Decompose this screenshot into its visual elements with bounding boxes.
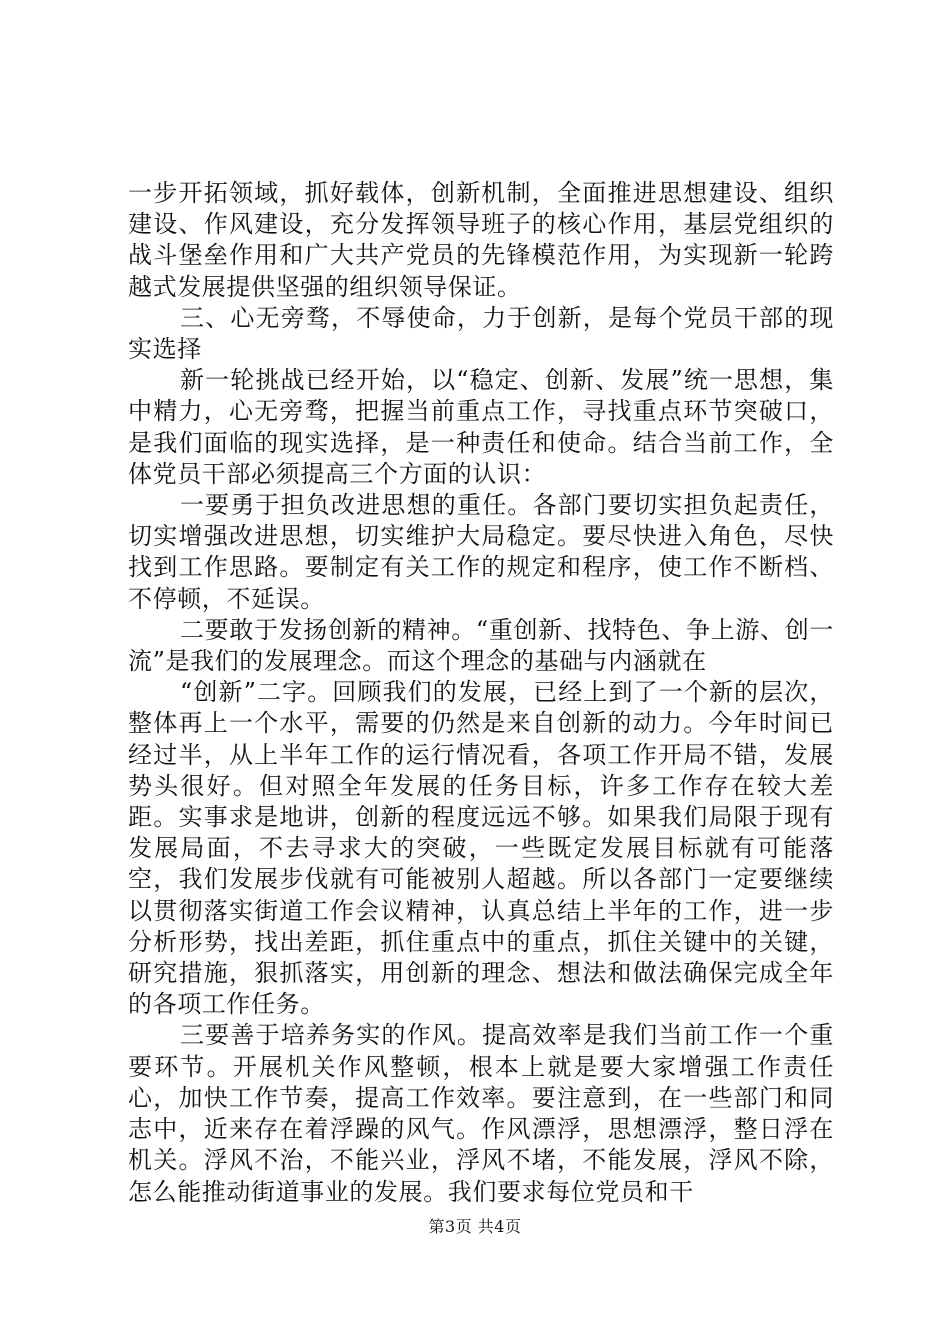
section-heading-3: 三、心无旁骛，不辱使命，力于创新，是每个党员干部的现实选择 xyxy=(128,303,834,364)
paragraph-5: “创新”二字。回顾我们的发展，已经上到了一个新的层次，整体再上一个水平，需要的仍然是来自创新的动力。今年时间已经过半，从上半年工作的运行情况看，各项工作开局不错，发展势头很好。但对照全年发展的任务目标，许多工作存在较大差距。实事求是地讲，创新的程度远远不够。如果我们局限于现有发展局面，不去寻求大的突破，一些既定发展目标就有可能落空，我们发展步伐就有可能被别人超越。所以各部门一定要继续以贯彻落实街道工作会议精神，认真总结上半年的工作，进一步分析形势，找出差距，抓住重点中的重点，抓住关键中的关键，研究措施，狠抓落实，用创新的理念、想法和做法确保完成全年的各项工作任务。 xyxy=(128,678,834,1019)
paragraph-4: 二要敢于发扬创新的精神。“重创新、找特色、争上游、创一流”是我们的发展理念。而这个理念的基础与内涵就在 xyxy=(128,615,834,676)
paragraph-3: 一要勇于担负改进思想的重任。各部门要切实担负起责任，切实增强改进思想，切实维护大局稳定。要尽快进入角色，尽快找到工作思路。要制定有关工作的规定和程序，使工作不断档、不停顿，不延误。 xyxy=(128,491,834,613)
document-body xyxy=(128,178,834,1208)
paragraph-2: 新一轮挑战已经开始，以“稳定、创新、发展”统一思想，集中精力，心无旁骛，把握当前重点工作，寻找重点环节突破口，是我们面临的现实选择，是一种责任和使命。结合当前工作，全体党员干部必须提高三个方面的认识： xyxy=(128,366,834,488)
paragraph-1: 一步开拓领域，抓好载体，创新机制，全面推进思想建设、组织建设、作风建设，充分发挥领导班子的核心作用，基层党组织的战斗堡垒作用和广大共产党员的先锋模范作用，为实现新一轮跨越式发展提供坚强的组织领导保证。 xyxy=(128,179,834,301)
paragraph-6: 三要善于培养务实的作风。提高效率是我们当前工作一个重要环节。开展机关作风整顿，根本上就是要大家增强工作责任心，加快工作节奏，提高工作效率。要注意到，在一些部门和同志中，近来存在着浮躁的风气。作风漂浮，思想漂浮，整日浮在机关。浮风不治，不能兴业，浮风不堵，不能发展，浮风不除，怎么能推动街道事业的发展。我们要求每位党员和干 xyxy=(128,1021,834,1206)
page-footer: 第3页 共4页 xyxy=(428,1217,522,1236)
